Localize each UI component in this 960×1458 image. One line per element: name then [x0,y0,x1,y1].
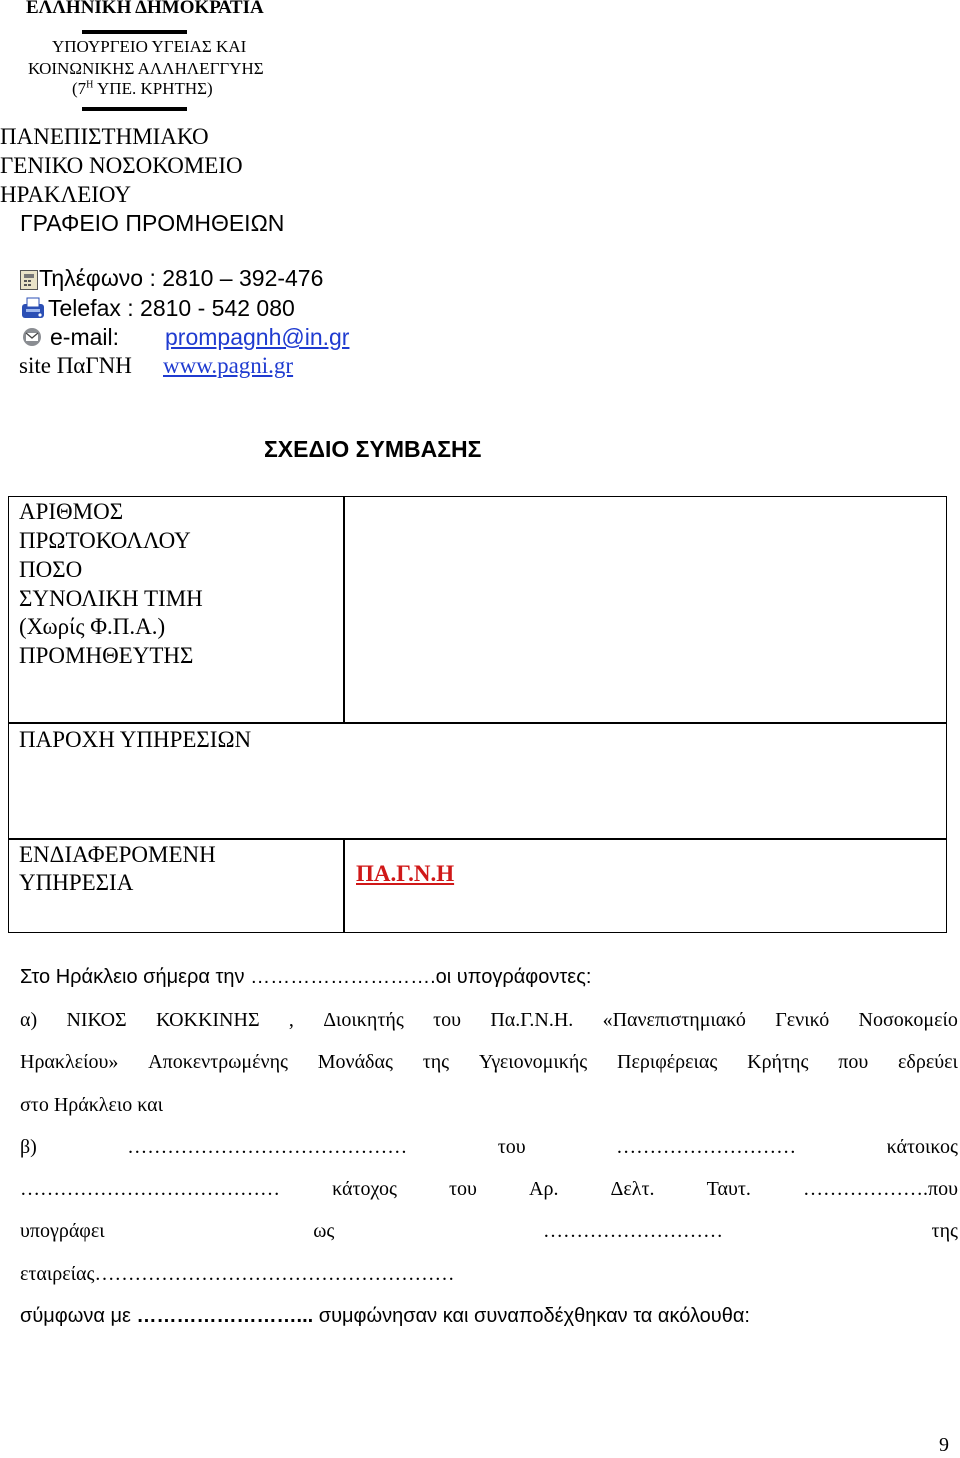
paragraph-first-party: α) ΝΙΚΟΣ ΚΟΚΚΙΝΗΣ , Διοικητής του Πα.Γ.Ν.Η. «Πανεπιστημιακό Γενικό Νοσοκομείο [20,1009,958,1031]
department-value-cell [343,838,947,933]
supplier-label: ΠΡΟΜΗΘΕΥΤΗΣ [19,643,194,668]
paragraph-first-party-cont: Ηρακλείου» Αποκεντρωμένης Μονάδας της Υγειονομικής Περιφέρειας Κρήτης που εδρεύει [20,1051,958,1073]
department-label-2: ΥΠΗΡΕΣΙΑ [19,870,134,895]
hospital-line-3: ΗΡΑΚΛΕΙΟΥ [0,182,131,207]
paragraph-agreement: σύμφωνα με ……………………... συμφώνησαν και συναποδέχθηκαν τα ακόλουθα: [20,1305,750,1327]
amount-label: ΠΟΣΟ [19,557,83,582]
paragraph-company: εταιρείας……………………………………………… [20,1263,455,1285]
table-left-top-cell [8,496,345,724]
procurement-office: ΓΡΑΦΕΙΟ ΠΡΟΜΗΘΕΙΩΝ [20,210,285,236]
paragraph-first-party-end: στο Ηράκλειο και [20,1094,164,1116]
protocol-number-label-1: ΑΡΙΘΜΟΣ [19,499,124,524]
vat-exclusion-label: (Χωρίς Φ.Π.Α.) [19,614,166,639]
paragraph-second-party-id: ………………………………… κάτοχος του Αρ. Δελτ. Ταυτ. ……………….που [20,1178,958,1200]
paragraph-date: Στο Ηράκλειο σήμερα την ……………………….οι υπογράφοντες: [20,966,592,988]
protocol-number-label-2: ΠΡΩΤΟΚΟΛΛΟΥ [19,528,191,553]
paragraph-second-party: β) …………………………………… του ……………………… κάτοικος [20,1136,958,1158]
email-icon [22,327,42,347]
email-label: e-mail: [50,324,120,350]
department-value: ΠΑ.Γ.Ν.Η [356,861,455,886]
ministry-line-2: ΚΟΙΝΩΝΙΚΗΣ ΑΛΛΗΛΕΓΓΥΗΣ [28,59,264,78]
website-link[interactable]: www.pagni.gr [163,353,294,378]
paragraph-second-party-role: υπογράφει ως ……………………… της [20,1220,958,1242]
health-region: ($7^H$ ΥΠΕ. ΚΡΗΤΗΣ) [72,79,213,98]
ministry-line-1: ΥΠΟΥΡΓΕΙΟ ΥΓΕΙΑΣ ΚΑΙ [52,37,247,56]
total-price-label: ΣΥΝΟΛΙΚΗ ΤΙΜΗ [19,586,203,611]
page-number: 9 [939,1434,949,1456]
phone-number: Τηλέφωνο : 2810 – 392-476 [39,265,324,291]
services-row [8,722,947,840]
department-label-cell [8,838,345,933]
header-divider-bottom [82,107,187,111]
fax-icon [20,296,46,320]
phone-icon [20,270,38,290]
contract-title: ΣΧΕΔΙΟ ΣΥΜΒΑΣΗΣ [264,436,482,462]
department-label-1: ΕΝΔΙΑΦΕΡΟΜΕΝΗ [19,842,216,867]
fax-number: Telefax : 2810 - 542 080 [48,295,295,321]
hospital-line-2: ΓΕΝΙΚΟ ΝΟΣΟΚΟΜΕΙΟ [0,153,243,178]
services-label: ΠΑΡΟΧΗ ΥΠΗΡΕΣΙΩΝ [19,727,252,752]
email-link[interactable]: prompagnh@in.gr [165,324,350,350]
site-label: site ΠαΓΝΗ [19,353,132,378]
republic-heading: ΕΛΛΗΝΙΚΗ ΔΗΜΟΚΡΑΤΙΑ [26,0,264,18]
table-right-top-cell [343,496,947,724]
header-divider-top [82,30,187,34]
hospital-line-1: ΠΑΝΕΠΙΣΤΗΜΙΑΚΟ [0,124,209,149]
